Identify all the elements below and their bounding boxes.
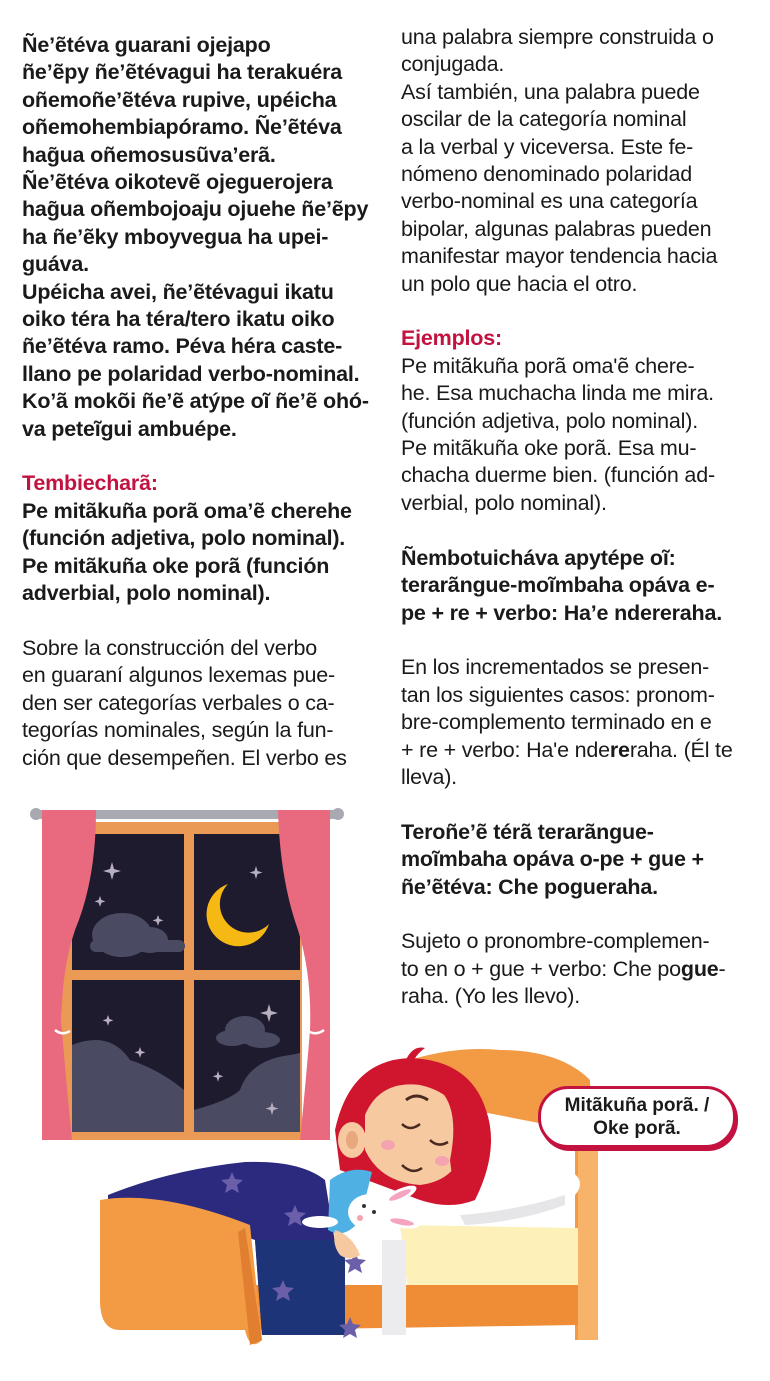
text-line: tegorías nominales, según la fun- <box>22 718 334 743</box>
text-line: adverbial, polo nominal). <box>22 581 271 606</box>
text-line: Ko’ã mokõi ñe’ẽ atýpe oĩ ñe’ẽ ohó- <box>22 389 369 414</box>
text-line: ñe’ẽtéva ramo. Péva héra caste- <box>22 334 343 359</box>
rule1-guarani <box>401 545 751 627</box>
text-line: un polo que hacia el otro. <box>401 271 638 296</box>
text-line: oscilar de la categoría nominal <box>401 107 687 132</box>
text-line: Sobre la construcción del verbo <box>22 635 317 660</box>
text-line: (función adjetiva, polo nominal). <box>22 526 346 551</box>
text-line: Ñembotuicháva apytépe oĩ: <box>401 545 676 570</box>
text-line: verbial, polo nominal). <box>401 490 607 515</box>
text-line: va peteĩgui ambuépe. <box>22 416 237 441</box>
text-line: una palabra siempre construida o <box>401 25 714 49</box>
text-line: bre-complemento terminado en e <box>401 710 712 735</box>
text-line: Sujeto o pronombre-complemen- <box>401 929 710 954</box>
speech-bubble-line: Mitãkuña porã. / <box>564 1095 710 1116</box>
text-line: ñe’ẽtéva: Che pogueraha. <box>401 874 658 899</box>
speech-bubble <box>538 1086 736 1148</box>
text-line: hag̃ua oñemosusũva’erã. <box>22 142 276 167</box>
text-line: a la verbal y viceversa. Este fe- <box>401 134 694 159</box>
text-line: En los incrementados se presen- <box>401 655 710 680</box>
text-fragment: to en o + gue + verbo: Che po <box>401 956 681 981</box>
text-line: moĩmbaha opáva o-pe + gue + <box>401 847 704 872</box>
text-line: verbo-nominal es una categoría <box>401 189 698 214</box>
text-line: (función adjetiva, polo nominal). <box>401 408 698 433</box>
window-icon <box>30 808 344 1140</box>
text-line: bipolar, algunas palabras pueden <box>401 216 712 241</box>
examples-heading-guarani: Tembiecharã: <box>22 471 158 496</box>
text-line: ción que desempeñen. El verbo es <box>22 745 347 770</box>
spanish-intro-paragraph <box>22 635 382 772</box>
text-fragment: raha. (Él te <box>629 737 733 762</box>
text-line: Ñe’ẽtéva oikotevẽ ojeguerojera <box>22 170 333 195</box>
text-line: Upéicha avei, ñe’ẽtévagui ikatu <box>22 279 334 304</box>
text-line: hag̃ua oñembojoaju ojuehe ñe’ẽpy <box>22 197 369 222</box>
text-line: Pe mitãkuña oke porã. Esa mu- <box>401 436 697 461</box>
text-line: Así también, una palabra puede <box>401 79 700 104</box>
spanish-continuation-paragraph <box>401 24 751 298</box>
text-line: lleva). <box>401 764 457 789</box>
text-line: guáva. <box>22 252 89 277</box>
text-line: den ser categorías verbales o ca- <box>22 690 335 715</box>
text-line: he. Esa muchacha linda me mira. <box>401 381 714 406</box>
guarani-intro-paragraph <box>22 32 382 443</box>
text-line: Teroñe’ẽ térã terarãngue- <box>401 819 654 844</box>
text-line: tan los siguientes casos: pronom- <box>401 682 715 707</box>
text-line: chacha duerme bien. (función ad- <box>401 463 715 488</box>
text-line <box>401 737 751 764</box>
text-line: oñemoñe’ẽtéva rupive, upéicha <box>22 87 337 112</box>
left-column <box>22 32 382 772</box>
text-line: terarãngue-moĩmbaha opáva e- <box>401 573 715 598</box>
text-line: Pe mitãkuña oke porã (función <box>22 553 330 578</box>
text-line: en guaraní algunos lexemas pue- <box>22 663 335 688</box>
text-line: nómeno denominado polaridad <box>401 162 693 187</box>
spanish-examples-paragraph <box>401 353 751 517</box>
text-line: Pe mitãkuña porã oma’ẽ cherehe <box>22 498 352 523</box>
text-line: oiko téra ha téra/tero ikatu oiko <box>22 307 335 332</box>
text-line: manifestar mayor tendencia hacia <box>401 244 718 269</box>
text-line: Pe mitãkuña porã oma'ẽ chere- <box>401 353 695 378</box>
text-line: ha ñe’ẽky mboyvegua ha upei- <box>22 224 329 249</box>
text-line: oñemohembiapóramo. Ñe’ẽtéva <box>22 115 342 140</box>
rule1-spanish <box>401 654 751 791</box>
bold-fragment: re <box>609 737 630 762</box>
speech-bubble-line: Oke porã. <box>593 1118 681 1139</box>
examples-heading-spanish: Ejemplos: <box>401 326 502 351</box>
text-line: ñe’ẽpy ñe’ẽtévagui ha terakuéra <box>22 60 343 85</box>
text-fragment: + re + verbo: Ha'e nde <box>401 737 610 762</box>
text-line: llano pe polaridad verbo-nominal. <box>22 361 360 386</box>
bold-fragment: gue <box>680 956 719 981</box>
text-fragment: - <box>718 956 726 981</box>
text-line: conjugada. <box>401 52 505 77</box>
text-line: pe + re + verbo: Ha’e ndereraha. <box>401 600 723 625</box>
text-line: Ñe’ẽtéva guarani ojejapo <box>22 33 271 57</box>
guarani-examples-paragraph <box>22 498 382 608</box>
text-line: raha. (Yo les llevo). <box>401 984 581 1009</box>
